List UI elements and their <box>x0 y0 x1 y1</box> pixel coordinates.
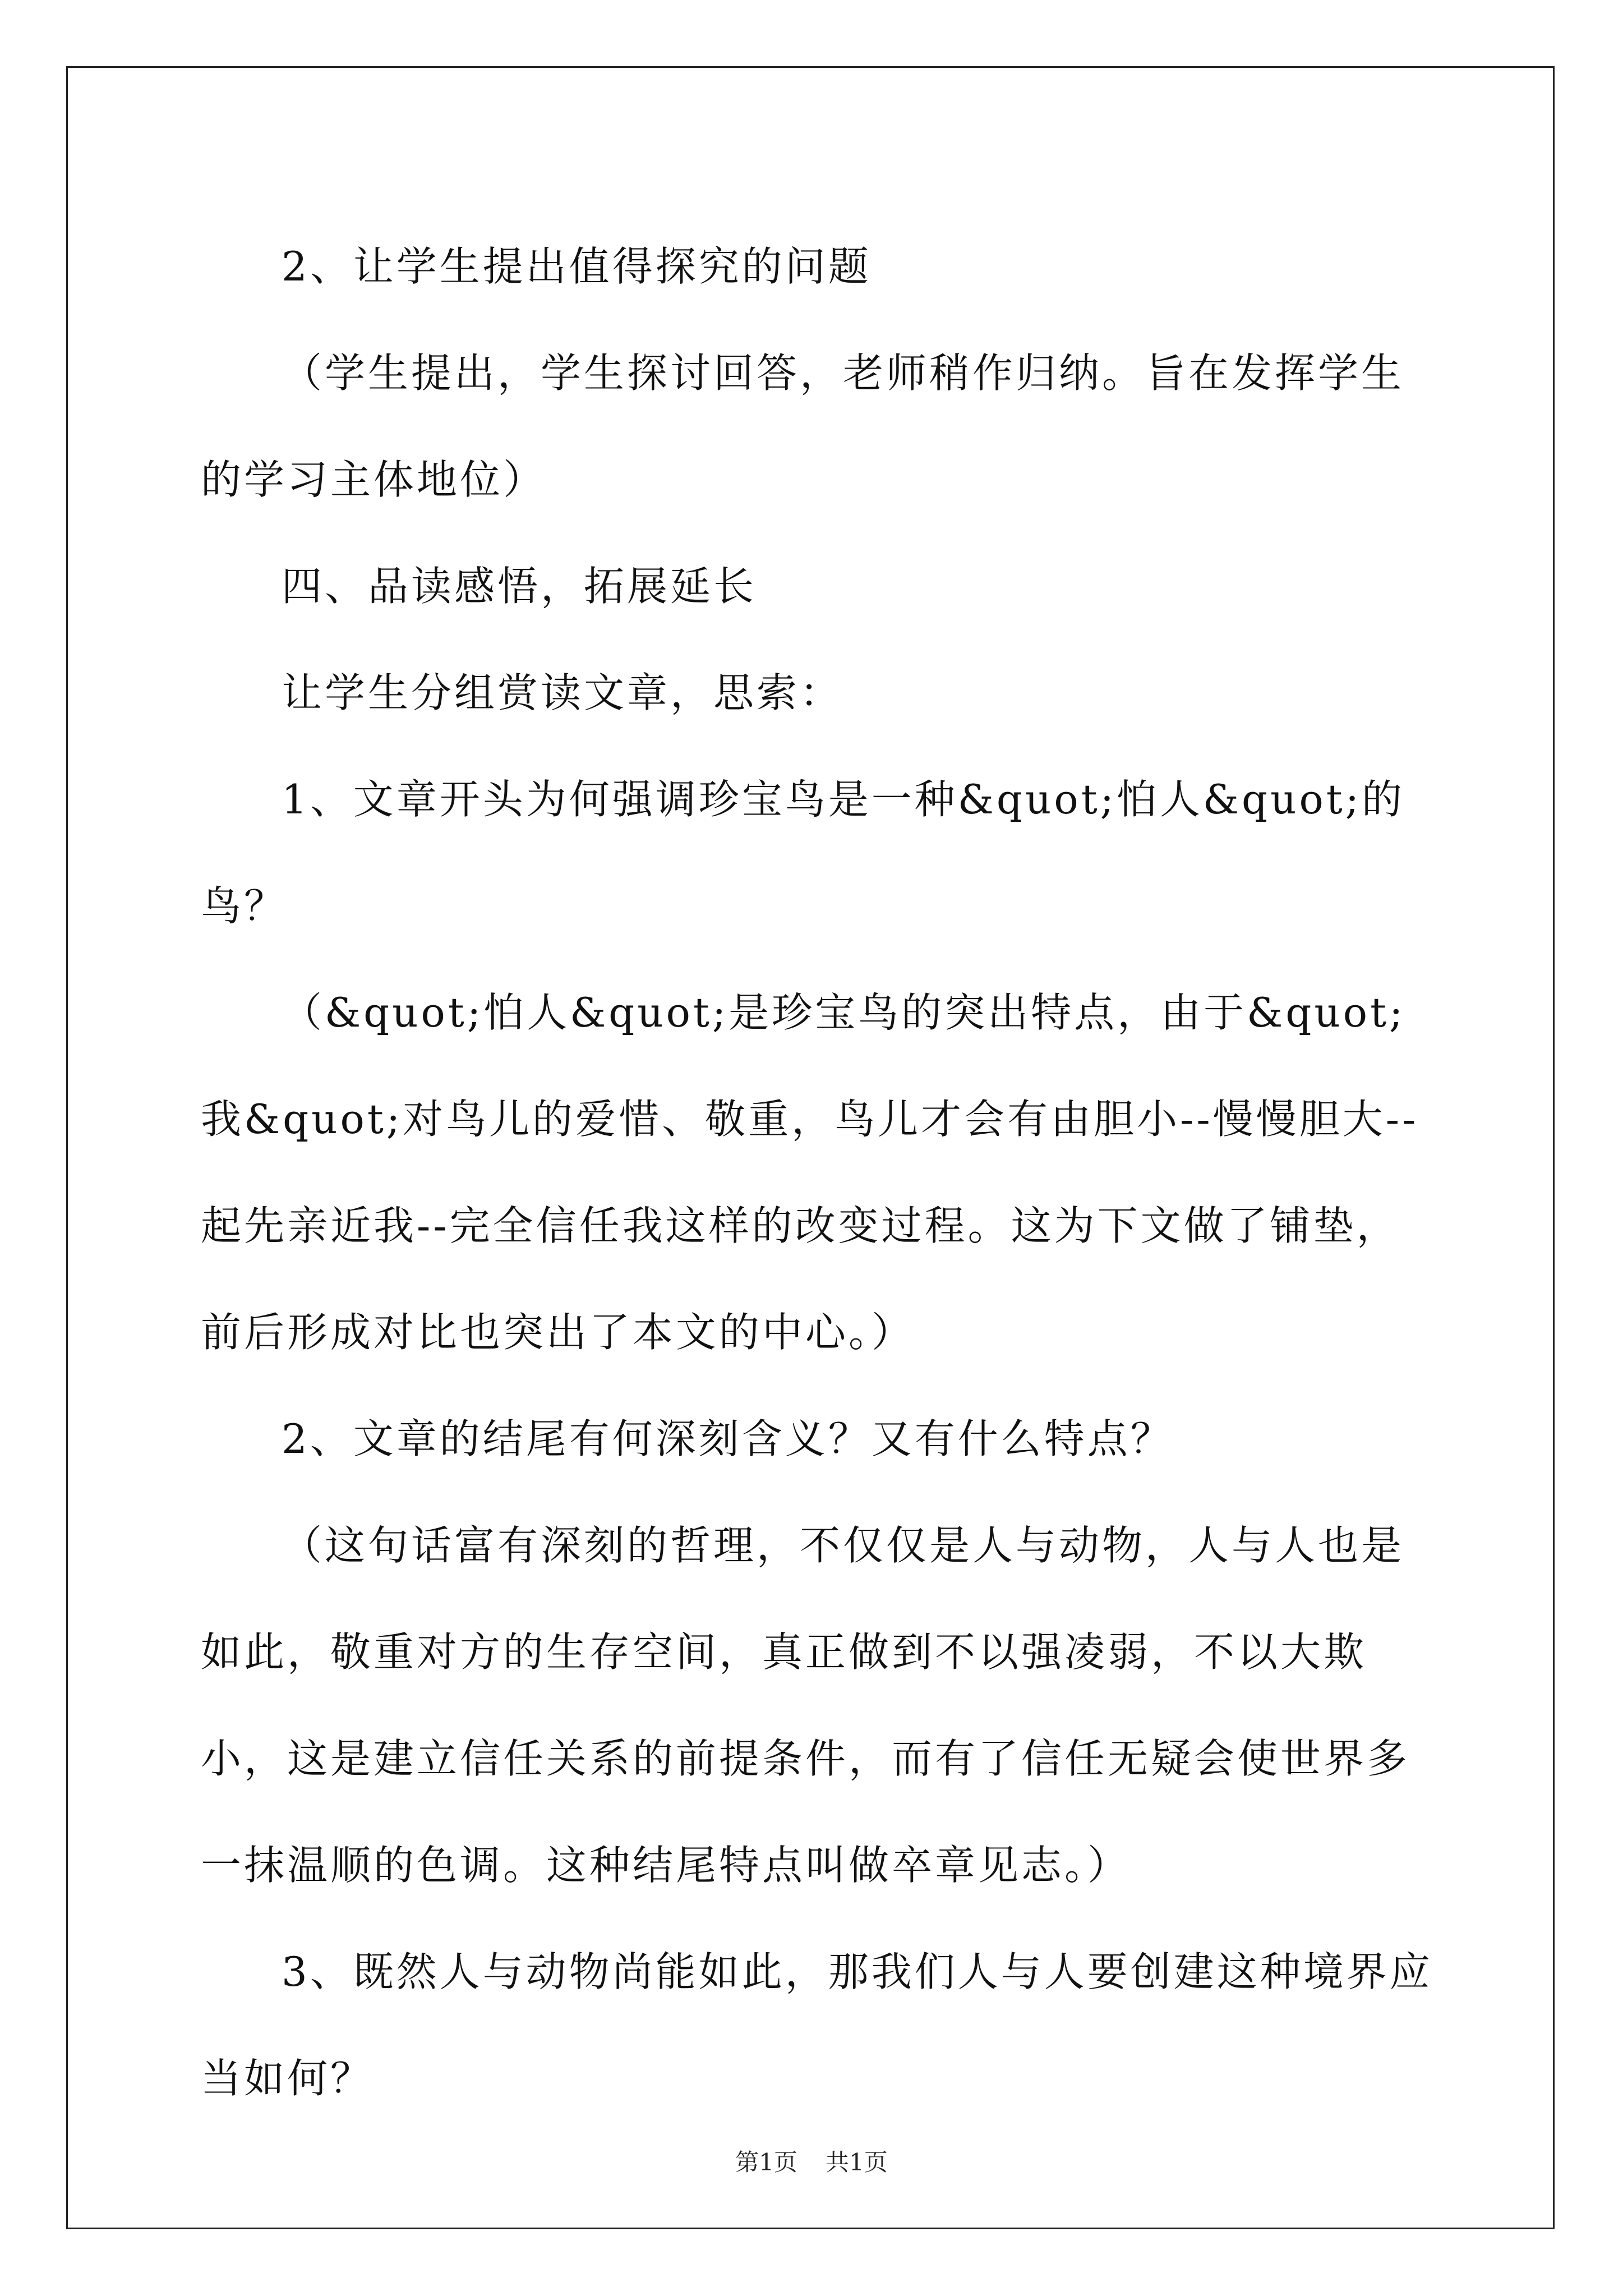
paragraph: （学生提出，学生探讨回答，老师稍作归纳。旨在发挥学生的学习主体地位） <box>201 349 1405 503</box>
page-footer <box>0 2144 1623 2178</box>
paragraph: 3、既然人与动物尚能如此，那我们人与人要创建这种境界应当如何？ <box>201 1948 1433 2102</box>
paragraph: 让学生分组赏读文章，思索： <box>282 669 843 716</box>
page-total: 共1页 <box>826 2148 888 2176</box>
paragraph: （这句话富有深刻的哲理，不仅仅是人与动物，人与人也是如此，敬重对方的生存空间，真正做到不以强凌弱，不以大欺小，这是建立信任关系的前提条件，而有了信任无疑会使世界多一抹温顺的色调。这种结尾特点叫做卒章见志。） <box>201 1522 1410 1889</box>
paragraph: 2、文章的结尾有何深刻含义？又有什么特点？ <box>282 1415 1174 1462</box>
paragraph: 四、品读感悟，拓展延长 <box>282 563 757 610</box>
page-number: 第1页 <box>735 2148 797 2176</box>
paragraph: （&quot;怕人&quot;是珍宝鸟的突出特点，由于&quot;我&quot;对鸟儿的爱惜、敬重，鸟儿才会有由胆小--慢慢胆大--起先亲近我--完全信任我这样的改变过程。这为下文做了铺垫，前后形成对比也突出了本文的中心。） <box>201 989 1419 1356</box>
paragraph: 1、文章开头为何强调珍宝鸟是一种&quot;怕人&quot;的鸟？ <box>201 776 1405 930</box>
document-body <box>201 213 1435 2132</box>
paragraph: 2、让学生提出值得探究的问题 <box>282 243 872 290</box>
